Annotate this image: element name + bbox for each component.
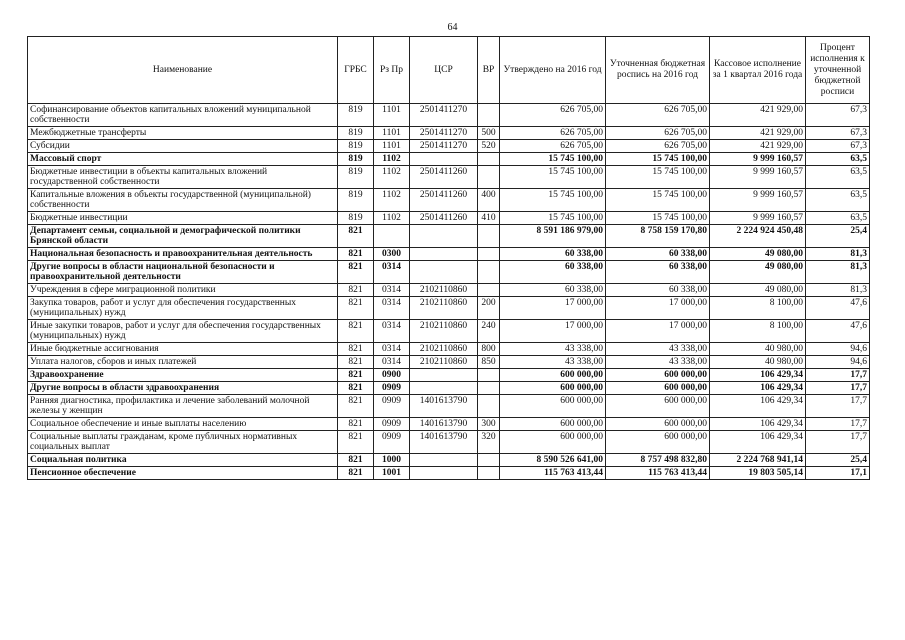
cell-grbs: 819 xyxy=(338,189,374,212)
cell-revised: 600 000,00 xyxy=(606,395,710,418)
cell-rzpr: 1101 xyxy=(374,104,410,127)
cell-grbs: 821 xyxy=(338,225,374,248)
cell-approved: 626 705,00 xyxy=(500,104,606,127)
header-executed: Кассовое исполнение за 1 квартал 2016 года xyxy=(710,37,806,104)
cell-vr: 520 xyxy=(478,140,500,153)
cell-revised: 115 763 413,44 xyxy=(606,467,710,480)
cell-vr: 850 xyxy=(478,356,500,369)
header-rzpr: Рз Пр xyxy=(374,37,410,104)
cell-name: Пенсионное обеспечение xyxy=(28,467,338,480)
cell-approved: 8 590 526 641,00 xyxy=(500,454,606,467)
cell-name: Социальная политика xyxy=(28,454,338,467)
table-row xyxy=(28,467,870,480)
cell-csr: 1401613790 xyxy=(410,431,478,454)
cell-csr xyxy=(410,225,478,248)
table-row xyxy=(28,356,870,369)
header-vr: ВР xyxy=(478,37,500,104)
cell-revised: 600 000,00 xyxy=(606,382,710,395)
cell-grbs: 821 xyxy=(338,431,374,454)
cell-approved: 600 000,00 xyxy=(500,431,606,454)
cell-name: Межбюджетные трансферты xyxy=(28,127,338,140)
cell-rzpr: 0314 xyxy=(374,320,410,343)
cell-grbs: 821 xyxy=(338,320,374,343)
cell-approved: 17 000,00 xyxy=(500,297,606,320)
cell-csr: 2102110860 xyxy=(410,284,478,297)
cell-name: Социальное обеспечение и иные выплаты населению xyxy=(28,418,338,431)
cell-name: Здравоохранение xyxy=(28,369,338,382)
table-row xyxy=(28,418,870,431)
cell-revised: 43 338,00 xyxy=(606,343,710,356)
cell-rzpr: 0909 xyxy=(374,431,410,454)
cell-name: Массовый спорт xyxy=(28,153,338,166)
table-row xyxy=(28,431,870,454)
cell-revised: 15 745 100,00 xyxy=(606,166,710,189)
cell-approved: 626 705,00 xyxy=(500,127,606,140)
table-row xyxy=(28,454,870,467)
cell-revised: 8 758 159 170,80 xyxy=(606,225,710,248)
cell-approved: 60 338,00 xyxy=(500,248,606,261)
cell-percent: 63,5 xyxy=(806,212,870,225)
header-name: Наименование xyxy=(28,37,338,104)
cell-grbs: 821 xyxy=(338,395,374,418)
cell-grbs: 821 xyxy=(338,248,374,261)
cell-csr: 2501411260 xyxy=(410,189,478,212)
cell-executed: 49 080,00 xyxy=(710,248,806,261)
cell-name: Иные бюджетные ассигнования xyxy=(28,343,338,356)
cell-rzpr: 0909 xyxy=(374,395,410,418)
cell-csr: 2501411260 xyxy=(410,212,478,225)
table-row xyxy=(28,212,870,225)
cell-percent: 25,4 xyxy=(806,225,870,248)
cell-name: Софинансирование объектов капитальных вложений муниципальной собственности xyxy=(28,104,338,127)
cell-rzpr: 0314 xyxy=(374,343,410,356)
cell-rzpr: 1102 xyxy=(374,166,410,189)
cell-percent: 81,3 xyxy=(806,284,870,297)
cell-percent: 94,6 xyxy=(806,343,870,356)
cell-executed: 19 803 505,14 xyxy=(710,467,806,480)
cell-grbs: 821 xyxy=(338,454,374,467)
cell-grbs: 819 xyxy=(338,127,374,140)
cell-name: Ранняя диагностика, профилактика и лечение заболеваний молочной железы у женщин xyxy=(28,395,338,418)
cell-csr: 2501411260 xyxy=(410,166,478,189)
cell-vr: 200 xyxy=(478,297,500,320)
cell-grbs: 821 xyxy=(338,284,374,297)
cell-name: Социальные выплаты гражданам, кроме публичных нормативных социальных выплат xyxy=(28,431,338,454)
cell-csr xyxy=(410,248,478,261)
cell-rzpr: 1101 xyxy=(374,127,410,140)
cell-name: Бюджетные инвестиции xyxy=(28,212,338,225)
cell-csr xyxy=(410,454,478,467)
cell-approved: 600 000,00 xyxy=(500,369,606,382)
cell-revised: 626 705,00 xyxy=(606,104,710,127)
cell-executed: 40 980,00 xyxy=(710,356,806,369)
cell-percent: 17,7 xyxy=(806,395,870,418)
cell-percent: 17,1 xyxy=(806,467,870,480)
table-row xyxy=(28,284,870,297)
table-body xyxy=(28,104,870,480)
cell-name: Национальная безопасность и правоохранительная деятельность xyxy=(28,248,338,261)
cell-approved: 8 591 186 979,00 xyxy=(500,225,606,248)
cell-name: Уплата налогов, сборов и иных платежей xyxy=(28,356,338,369)
cell-executed: 49 080,00 xyxy=(710,261,806,284)
cell-rzpr: 0900 xyxy=(374,369,410,382)
cell-rzpr: 0909 xyxy=(374,382,410,395)
cell-executed: 421 929,00 xyxy=(710,104,806,127)
cell-grbs: 821 xyxy=(338,418,374,431)
cell-vr: 300 xyxy=(478,418,500,431)
cell-percent: 17,7 xyxy=(806,382,870,395)
cell-grbs: 821 xyxy=(338,467,374,480)
cell-executed: 49 080,00 xyxy=(710,284,806,297)
cell-grbs: 821 xyxy=(338,382,374,395)
cell-approved: 600 000,00 xyxy=(500,418,606,431)
cell-approved: 15 745 100,00 xyxy=(500,153,606,166)
cell-grbs: 821 xyxy=(338,369,374,382)
cell-rzpr: 0314 xyxy=(374,261,410,284)
cell-name: Закупка товаров, работ и услуг для обеспечения государственных (муниципальных) нужд xyxy=(28,297,338,320)
cell-revised: 15 745 100,00 xyxy=(606,212,710,225)
cell-revised: 8 757 498 832,80 xyxy=(606,454,710,467)
header-csr: ЦСР xyxy=(410,37,478,104)
table-row xyxy=(28,343,870,356)
cell-percent: 25,4 xyxy=(806,454,870,467)
table-row xyxy=(28,369,870,382)
cell-csr xyxy=(410,382,478,395)
cell-approved: 60 338,00 xyxy=(500,284,606,297)
cell-percent: 67,3 xyxy=(806,104,870,127)
cell-rzpr: 0909 xyxy=(374,418,410,431)
cell-vr xyxy=(478,225,500,248)
cell-revised: 17 000,00 xyxy=(606,297,710,320)
cell-executed: 9 999 160,57 xyxy=(710,166,806,189)
cell-percent: 17,7 xyxy=(806,431,870,454)
cell-vr xyxy=(478,248,500,261)
cell-vr xyxy=(478,153,500,166)
cell-vr: 500 xyxy=(478,127,500,140)
cell-percent: 63,5 xyxy=(806,166,870,189)
cell-percent: 67,3 xyxy=(806,140,870,153)
table-row xyxy=(28,127,870,140)
cell-vr xyxy=(478,454,500,467)
cell-executed: 421 929,00 xyxy=(710,140,806,153)
table-row xyxy=(28,382,870,395)
table-header-row xyxy=(28,37,870,104)
cell-name: Субсидии xyxy=(28,140,338,153)
table-row xyxy=(28,153,870,166)
cell-vr xyxy=(478,166,500,189)
cell-revised: 626 705,00 xyxy=(606,140,710,153)
cell-revised: 600 000,00 xyxy=(606,369,710,382)
cell-grbs: 821 xyxy=(338,261,374,284)
cell-executed: 421 929,00 xyxy=(710,127,806,140)
table-row xyxy=(28,189,870,212)
cell-vr xyxy=(478,261,500,284)
cell-vr xyxy=(478,395,500,418)
page-number: 64 xyxy=(447,22,458,33)
cell-revised: 43 338,00 xyxy=(606,356,710,369)
cell-vr xyxy=(478,382,500,395)
cell-name: Учреждения в сфере миграционной политики xyxy=(28,284,338,297)
cell-executed: 2 224 768 941,14 xyxy=(710,454,806,467)
table-row xyxy=(28,140,870,153)
cell-vr: 240 xyxy=(478,320,500,343)
cell-rzpr: 0300 xyxy=(374,248,410,261)
cell-rzpr: 1102 xyxy=(374,153,410,166)
cell-grbs: 819 xyxy=(338,166,374,189)
cell-approved: 17 000,00 xyxy=(500,320,606,343)
cell-executed: 106 429,34 xyxy=(710,395,806,418)
cell-executed: 106 429,34 xyxy=(710,431,806,454)
cell-name: Департамент семьи, социальной и демографической политики Брянской области xyxy=(28,225,338,248)
cell-grbs: 821 xyxy=(338,356,374,369)
cell-approved: 626 705,00 xyxy=(500,140,606,153)
cell-csr: 2501411270 xyxy=(410,127,478,140)
cell-csr: 2102110860 xyxy=(410,320,478,343)
cell-approved: 60 338,00 xyxy=(500,261,606,284)
cell-csr: 1401613790 xyxy=(410,395,478,418)
cell-revised: 17 000,00 xyxy=(606,320,710,343)
cell-name: Иные закупки товаров, работ и услуг для обеспечения государственных (муниципальных) нужд xyxy=(28,320,338,343)
cell-approved: 43 338,00 xyxy=(500,343,606,356)
cell-executed: 106 429,34 xyxy=(710,418,806,431)
cell-approved: 115 763 413,44 xyxy=(500,467,606,480)
cell-approved: 600 000,00 xyxy=(500,382,606,395)
cell-name: Другие вопросы в области национальной безопасности и правоохранительной деятельности xyxy=(28,261,338,284)
cell-approved: 43 338,00 xyxy=(500,356,606,369)
table-row xyxy=(28,104,870,127)
cell-grbs: 821 xyxy=(338,343,374,356)
budget-table xyxy=(27,36,870,480)
cell-vr xyxy=(478,467,500,480)
cell-revised: 60 338,00 xyxy=(606,261,710,284)
cell-executed: 40 980,00 xyxy=(710,343,806,356)
cell-executed: 2 224 924 450,48 xyxy=(710,225,806,248)
table-row xyxy=(28,166,870,189)
table-row xyxy=(28,248,870,261)
cell-csr: 2102110860 xyxy=(410,343,478,356)
table-row xyxy=(28,395,870,418)
cell-rzpr: 1102 xyxy=(374,212,410,225)
cell-csr xyxy=(410,467,478,480)
table-row xyxy=(28,297,870,320)
cell-vr xyxy=(478,369,500,382)
cell-revised: 626 705,00 xyxy=(606,127,710,140)
cell-name: Бюджетные инвестиции в объекты капитальных вложений государственной собственности xyxy=(28,166,338,189)
cell-executed: 9 999 160,57 xyxy=(710,153,806,166)
cell-grbs: 819 xyxy=(338,212,374,225)
cell-rzpr: 1001 xyxy=(374,467,410,480)
cell-executed: 8 100,00 xyxy=(710,320,806,343)
cell-percent: 67,3 xyxy=(806,127,870,140)
cell-name: Капитальные вложения в объекты государственной (муниципальной) собственности xyxy=(28,189,338,212)
table-row xyxy=(28,261,870,284)
cell-name: Другие вопросы в области здравоохранения xyxy=(28,382,338,395)
cell-vr: 320 xyxy=(478,431,500,454)
cell-rzpr: 1000 xyxy=(374,454,410,467)
cell-percent: 47,6 xyxy=(806,297,870,320)
cell-executed: 9 999 160,57 xyxy=(710,212,806,225)
cell-approved: 600 000,00 xyxy=(500,395,606,418)
cell-vr xyxy=(478,284,500,297)
cell-csr: 2102110860 xyxy=(410,356,478,369)
cell-percent: 81,3 xyxy=(806,248,870,261)
cell-percent: 63,5 xyxy=(806,153,870,166)
cell-revised: 60 338,00 xyxy=(606,284,710,297)
cell-executed: 106 429,34 xyxy=(710,382,806,395)
cell-revised: 15 745 100,00 xyxy=(606,153,710,166)
cell-csr: 2501411270 xyxy=(410,140,478,153)
cell-executed: 8 100,00 xyxy=(710,297,806,320)
header-approved: Утверждено на 2016 год xyxy=(500,37,606,104)
cell-percent: 81,3 xyxy=(806,261,870,284)
cell-percent: 63,5 xyxy=(806,189,870,212)
cell-vr: 400 xyxy=(478,189,500,212)
cell-csr xyxy=(410,261,478,284)
cell-csr xyxy=(410,369,478,382)
cell-revised: 600 000,00 xyxy=(606,431,710,454)
cell-rzpr: 0314 xyxy=(374,284,410,297)
cell-rzpr: 0314 xyxy=(374,297,410,320)
cell-csr xyxy=(410,153,478,166)
cell-vr xyxy=(478,104,500,127)
cell-grbs: 819 xyxy=(338,140,374,153)
cell-vr: 800 xyxy=(478,343,500,356)
cell-executed: 9 999 160,57 xyxy=(710,189,806,212)
header-grbs: ГРБС xyxy=(338,37,374,104)
cell-csr: 2501411270 xyxy=(410,104,478,127)
cell-vr: 410 xyxy=(478,212,500,225)
cell-percent: 94,6 xyxy=(806,356,870,369)
cell-rzpr: 0314 xyxy=(374,356,410,369)
cell-rzpr xyxy=(374,225,410,248)
cell-csr: 1401613790 xyxy=(410,418,478,431)
cell-executed: 106 429,34 xyxy=(710,369,806,382)
header-percent: Процент исполнения к уточненной бюджетной росписи xyxy=(806,37,870,104)
cell-grbs: 819 xyxy=(338,153,374,166)
cell-approved: 15 745 100,00 xyxy=(500,189,606,212)
cell-approved: 15 745 100,00 xyxy=(500,212,606,225)
cell-revised: 600 000,00 xyxy=(606,418,710,431)
cell-percent: 17,7 xyxy=(806,369,870,382)
cell-revised: 60 338,00 xyxy=(606,248,710,261)
cell-grbs: 819 xyxy=(338,104,374,127)
cell-approved: 15 745 100,00 xyxy=(500,166,606,189)
cell-rzpr: 1102 xyxy=(374,189,410,212)
table-row xyxy=(28,320,870,343)
cell-percent: 47,6 xyxy=(806,320,870,343)
cell-grbs: 821 xyxy=(338,297,374,320)
header-revised: Уточненная бюджетная роспись на 2016 год xyxy=(606,37,710,104)
cell-rzpr: 1101 xyxy=(374,140,410,153)
cell-revised: 15 745 100,00 xyxy=(606,189,710,212)
cell-percent: 17,7 xyxy=(806,418,870,431)
table-row xyxy=(28,225,870,248)
cell-csr: 2102110860 xyxy=(410,297,478,320)
